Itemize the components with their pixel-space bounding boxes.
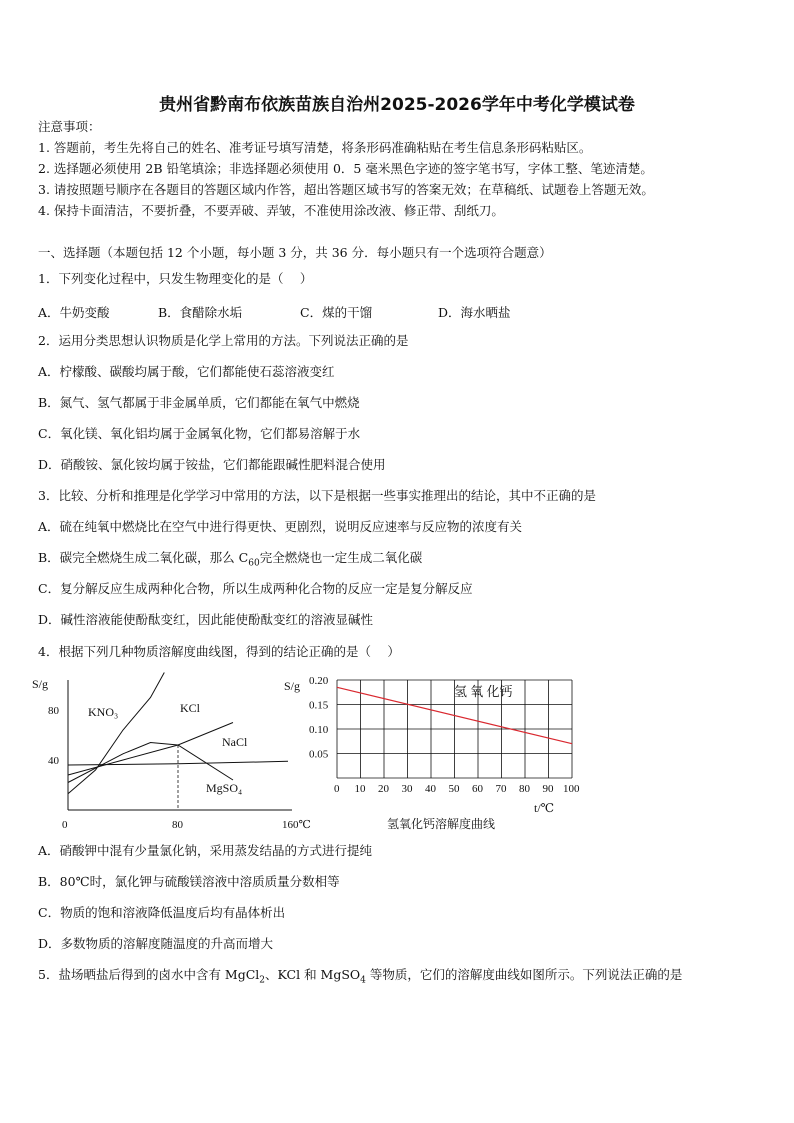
q3-option-c: C．复分解反应生成两种化合物，所以生成两种化合物的反应一定是复分解反应 bbox=[38, 581, 473, 596]
x-tick-label: 100 bbox=[563, 783, 580, 795]
series-line-2 bbox=[68, 723, 233, 776]
x-tick-label: 50 bbox=[448, 783, 460, 795]
series-label-1: KNO₃ bbox=[88, 705, 119, 719]
x-tick-label: 0 bbox=[62, 819, 68, 831]
q1-stem: 1．下列变化过程中，只发生物理变化的是（ ） bbox=[38, 271, 313, 286]
x-tick-label: 60 bbox=[472, 783, 483, 795]
q4-option-a: A．硝酸钾中混有少量氯化钠，采用蒸发结晶的方式进行提纯 bbox=[38, 843, 373, 858]
x-tick-label: 0 bbox=[334, 783, 340, 795]
y-tick-label: 0.15 bbox=[309, 699, 329, 712]
x-tick-label: 30 bbox=[401, 783, 413, 795]
x-tick-label: 40 bbox=[425, 783, 436, 795]
q2-option-b: B．氮气、氢气都属于非金属单质，它们都能在氧气中燃烧 bbox=[38, 395, 360, 410]
q2-option-d: D．硝酸铵、氯化铵均属于铵盐，它们都能跟碱性肥料混合使用 bbox=[38, 457, 386, 472]
notice-heading: 注意事项： bbox=[38, 119, 101, 134]
page-title: 贵州省黔南布依族苗族自治州2025-2026学年中考化学模试卷 bbox=[159, 95, 635, 115]
notice-item-1: 1. 答题前，考生先将自己的姓名、准考证号填写清楚，将条形码准确粘贴在考生信息条形码粘贴区。 bbox=[38, 140, 592, 155]
chart-caption: 氢氧化钙溶解度曲线 bbox=[387, 817, 496, 831]
series-line-1 bbox=[68, 673, 164, 794]
q3-stem: 3．比较、分析和推理是化学学习中常用的方法，以下是根据一些事实推理出的结论，其中不正确的是 bbox=[38, 488, 596, 503]
y-axis-label: S/g bbox=[32, 677, 49, 691]
section-heading: 一、选择题（本题包括 12 个小题，每小题 3 分，共 36 分．每小题只有一个选项符合题意） bbox=[38, 245, 552, 260]
q1-option-a: A．牛奶变酸 bbox=[38, 305, 110, 320]
series-label-2: KCl bbox=[180, 701, 201, 715]
q2-option-a: A．柠檬酸、碳酸均属于酸，它们都能使石蕊溶液变红 bbox=[38, 364, 335, 379]
y-tick-label: 0.05 bbox=[309, 748, 329, 761]
q2-option-c: C．氧化镁、氧化铝均属于金属氧化物，它们都易溶解于水 bbox=[38, 426, 361, 441]
notice-item-3: 3. 请按照题号顺序在各题目的答题区域内作答，超出答题区域书写的答案无效；在草稿纸、试题卷上答题无效。 bbox=[38, 182, 654, 197]
y-axis-label: S/g bbox=[284, 679, 301, 693]
q4-option-c: C．物质的饱和溶液降低温度后均有晶体析出 bbox=[38, 905, 286, 920]
x-tick-label: 80 bbox=[172, 819, 183, 831]
x-tick-label: 160℃ bbox=[282, 819, 311, 831]
solubility-chart-left bbox=[30, 668, 311, 838]
y-tick-label: 40 bbox=[48, 755, 59, 767]
series-line-4 bbox=[68, 743, 233, 783]
y-tick-label: 0.20 bbox=[309, 675, 329, 687]
solubility-chart-right bbox=[282, 668, 592, 838]
y-tick-label: 80 bbox=[48, 705, 59, 717]
x-tick-label: 70 bbox=[495, 783, 507, 795]
series-label-3: NaCl bbox=[222, 735, 248, 749]
q2-stem: 2．运用分类思想认识物质是化学上常用的方法。下列说法正确的是 bbox=[38, 333, 409, 348]
q1-option-c: C．煤的干馏 bbox=[300, 305, 373, 320]
x-axis-label: t/℃ bbox=[534, 801, 555, 815]
q4-stem: 4．根据下列几种物质溶解度曲线图，得到的结论正确的是（ ） bbox=[38, 644, 400, 659]
q3-option-d: D．碱性溶液能使酚酞变红，因此能使酚酞变红的溶液显碱性 bbox=[38, 612, 374, 627]
notice-item-4: 4. 保持卡面清洁，不要折叠，不要弄破、弄皱，不准使用涂改液、修正带、刮纸刀。 bbox=[38, 203, 504, 218]
q1-option-b: B．食醋除水垢 bbox=[158, 305, 243, 320]
x-tick-label: 10 bbox=[354, 783, 366, 795]
q3-option-b: B．碳完全燃烧生成二氧化碳，那么 $C_{60}$完全燃烧也一定生成二氧化碳 bbox=[38, 550, 423, 569]
x-tick-label: 90 bbox=[542, 783, 554, 795]
q4-option-b: B．80℃时，氯化钾与硫酸镁溶液中溶质质量分数相等 bbox=[38, 874, 340, 889]
notice-item-2: 2. 选择题必须使用 2B 铅笔填涂；非选择题必须使用 0．5 毫米黑色字迹的签字笔书写，字体工整、笔迹清楚。 bbox=[38, 161, 653, 176]
q4-option-d: D．多数物质的溶解度随温度的升高而增大 bbox=[38, 936, 274, 951]
x-tick-label: 20 bbox=[378, 783, 389, 795]
series-label-4: MgSO₄ bbox=[206, 781, 243, 795]
series-label: 氢 氧 化钙 bbox=[454, 684, 513, 699]
q3-option-a: A．硫在纯氧中燃烧比在空气中进行得更快、更剧烈，说明反应速率与反应物的浓度有关 bbox=[38, 519, 523, 534]
y-tick-label: 0.10 bbox=[309, 724, 329, 736]
q5-stem: 5．盐场晒盐后得到的卤水中含有 MgCl$_2$、KCl 和 MgSO$_4$ 等物质，它们的溶解度曲线如图所示。下列说法正确的是 bbox=[38, 967, 683, 986]
q1-option-d: D．海水晒盐 bbox=[438, 305, 511, 320]
x-tick-label: 80 bbox=[519, 783, 530, 795]
